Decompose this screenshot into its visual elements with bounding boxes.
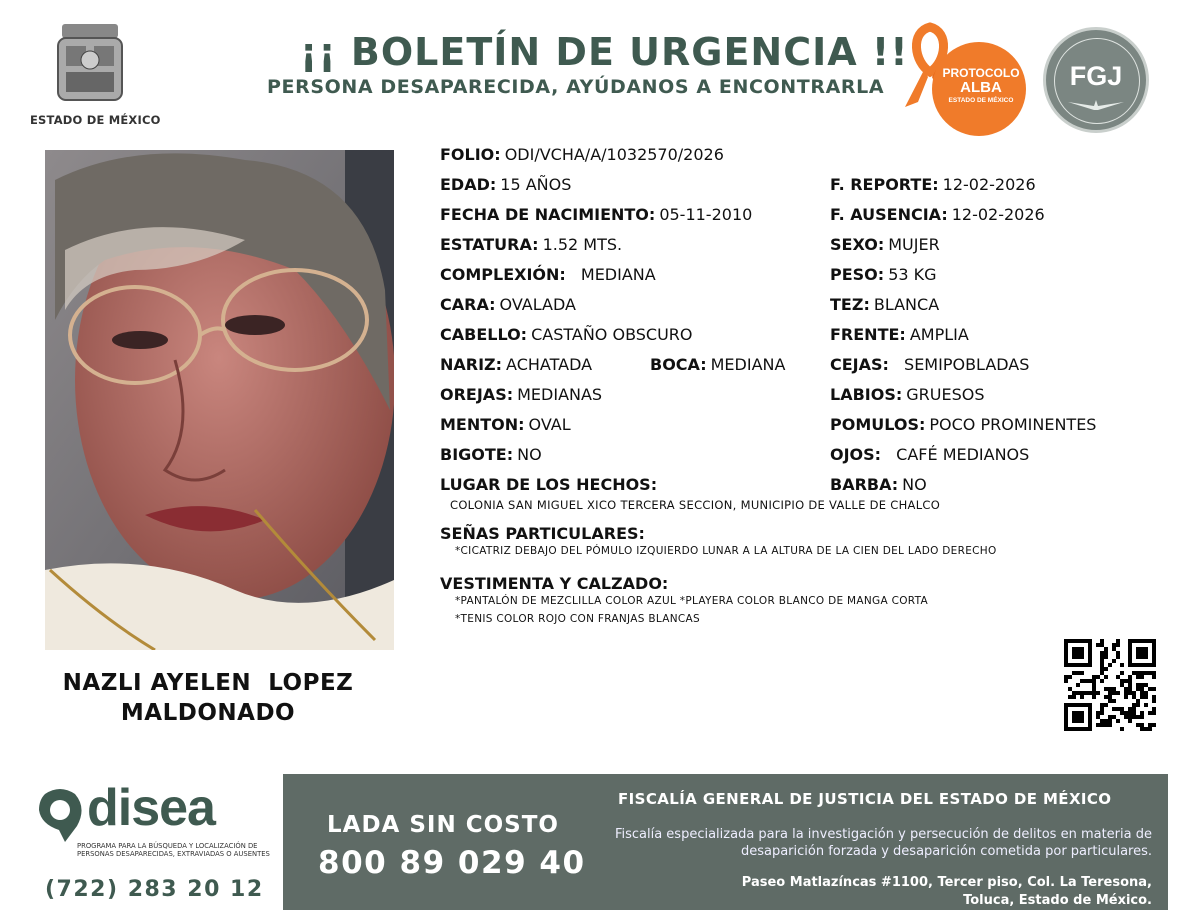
field-labios: LABIOS: GRUESOS (830, 385, 985, 404)
field-cejas: CEJAS: SEMIPOBLADAS (830, 355, 1030, 374)
field-peso: PESO: 53 KG (830, 265, 937, 284)
page-subtitle: PERSONA DESAPARECIDA, AYÚDANOS A ENCONTRARLA (267, 76, 885, 98)
field-estatura: ESTATURA: 1.52 MTS. (440, 235, 623, 254)
field-lugar-label: LUGAR DE LOS HECHOS: (440, 475, 658, 494)
protocolo-text: PROTOCOLO (942, 66, 1020, 80)
field-sexo: SEXO: MUJER (830, 235, 940, 254)
address-line2: Toluca, Estado de México. (963, 893, 1152, 908)
person-name-line1: NAZLI AYELEN LOPEZ (62, 670, 354, 696)
field-edad: EDAD: 15 AÑOS (440, 175, 572, 194)
address-line1: Paseo Matlazíncas #1100, Tercer piso, Col. La Teresona, (741, 875, 1152, 890)
lada-label: LADA SIN COSTO (327, 812, 559, 838)
field-vestimenta-label: VESTIMENTA Y CALZADO: (440, 574, 669, 593)
field-fecha-nacimiento: FECHA DE NACIMIENTO: 05-11-2010 (440, 205, 753, 224)
estado-label: ESTADO DE MÉXICO (30, 113, 161, 127)
odisea-logo (35, 779, 275, 846)
odisea-tagline: PROGRAMA PARA LA BÚSQUEDA Y LOCALIZACIÓN DE PERSONAS DESAPARECIDAS, EXTRAVIADAS O AUSENTES (77, 842, 270, 858)
fgj-seal-icon (1043, 27, 1149, 133)
field-bigote: BIGOTE: NO (440, 445, 542, 464)
fgj-title: FISCALÍA GENERAL DE JUSTICIA DEL ESTADO DE MÉXICO (618, 790, 1112, 808)
fgj-logo-text: FGJ (1069, 61, 1123, 91)
alba-text: ALBA (960, 79, 1002, 96)
field-pomulos: POMULOS: POCO PROMINENTES (830, 415, 1097, 434)
field-ojos: OJOS: CAFÉ MEDIANOS (830, 445, 1030, 464)
field-orejas: OREJAS: MEDIANAS (440, 385, 603, 404)
field-folio: FOLIO: ODI/VCHA/A/1032570/2026 (440, 145, 724, 164)
protocolo-alba-logo (900, 22, 1030, 132)
field-f-reporte: F. REPORTE: 12-02-2026 (830, 175, 1036, 194)
field-tez: TEZ: BLANCA (830, 295, 940, 314)
page-title: ¡¡ BOLETÍN DE URGENCIA !! (300, 30, 909, 74)
field-nariz: NARIZ: ACHATADA (440, 355, 593, 374)
fgj-address (600, 874, 1152, 910)
fgj-description: Fiscalía especializada para la investigación y persecución de delitos en materia de desaparición forzada y desaparición cometida por particulares. (614, 827, 1152, 859)
field-cabello: CABELLO: CASTAÑO OBSCURO (440, 325, 693, 344)
person-photo (45, 150, 394, 650)
alba-estado-text: ESTADO DE MÉXICO (948, 97, 1014, 104)
lada-number[interactable]: 800 89 029 40 (318, 845, 586, 881)
field-menton: MENTON: OVAL (440, 415, 571, 434)
field-vestimenta-line2: *TENIS COLOR ROJO CON FRANJAS BLANCAS (455, 613, 700, 625)
person-name-line2: MALDONADO (120, 700, 296, 726)
estado-mexico-crest-icon (50, 20, 130, 108)
field-vestimenta-line1: *PANTALÓN DE MEZCLILLA COLOR AZUL *PLAYERA COLOR BLANCO DE MANGA CORTA (455, 595, 928, 607)
qr-code-icon[interactable] (1064, 639, 1156, 731)
field-lugar-value: COLONIA SAN MIGUEL XICO TERCERA SECCION, MUNICIPIO DE VALLE DE CHALCO (450, 498, 941, 512)
field-frente: FRENTE: AMPLIA (830, 325, 969, 344)
field-complexion: COMPLEXIÓN: MEDIANA (440, 265, 656, 284)
odisea-map-icon (35, 786, 85, 844)
odisea-phone[interactable]: (722) 283 20 12 (45, 877, 264, 902)
odisea-wordmark: disea (87, 779, 215, 837)
field-barba: BARBA: NO (830, 475, 927, 494)
field-senas-label: SEÑAS PARTICULARES: (440, 524, 645, 543)
person-name (48, 668, 368, 728)
field-f-ausencia: F. AUSENCIA: 12-02-2026 (830, 205, 1045, 224)
field-cara: CARA: OVALADA (440, 295, 576, 314)
field-boca: BOCA: MEDIANA (650, 355, 786, 374)
field-senas-value: *CICATRIZ DEBAJO DEL PÓMULO IZQUIERDO LUNAR A LA ALTURA DE LA CIEN DEL LADO DERECHO (455, 545, 997, 557)
